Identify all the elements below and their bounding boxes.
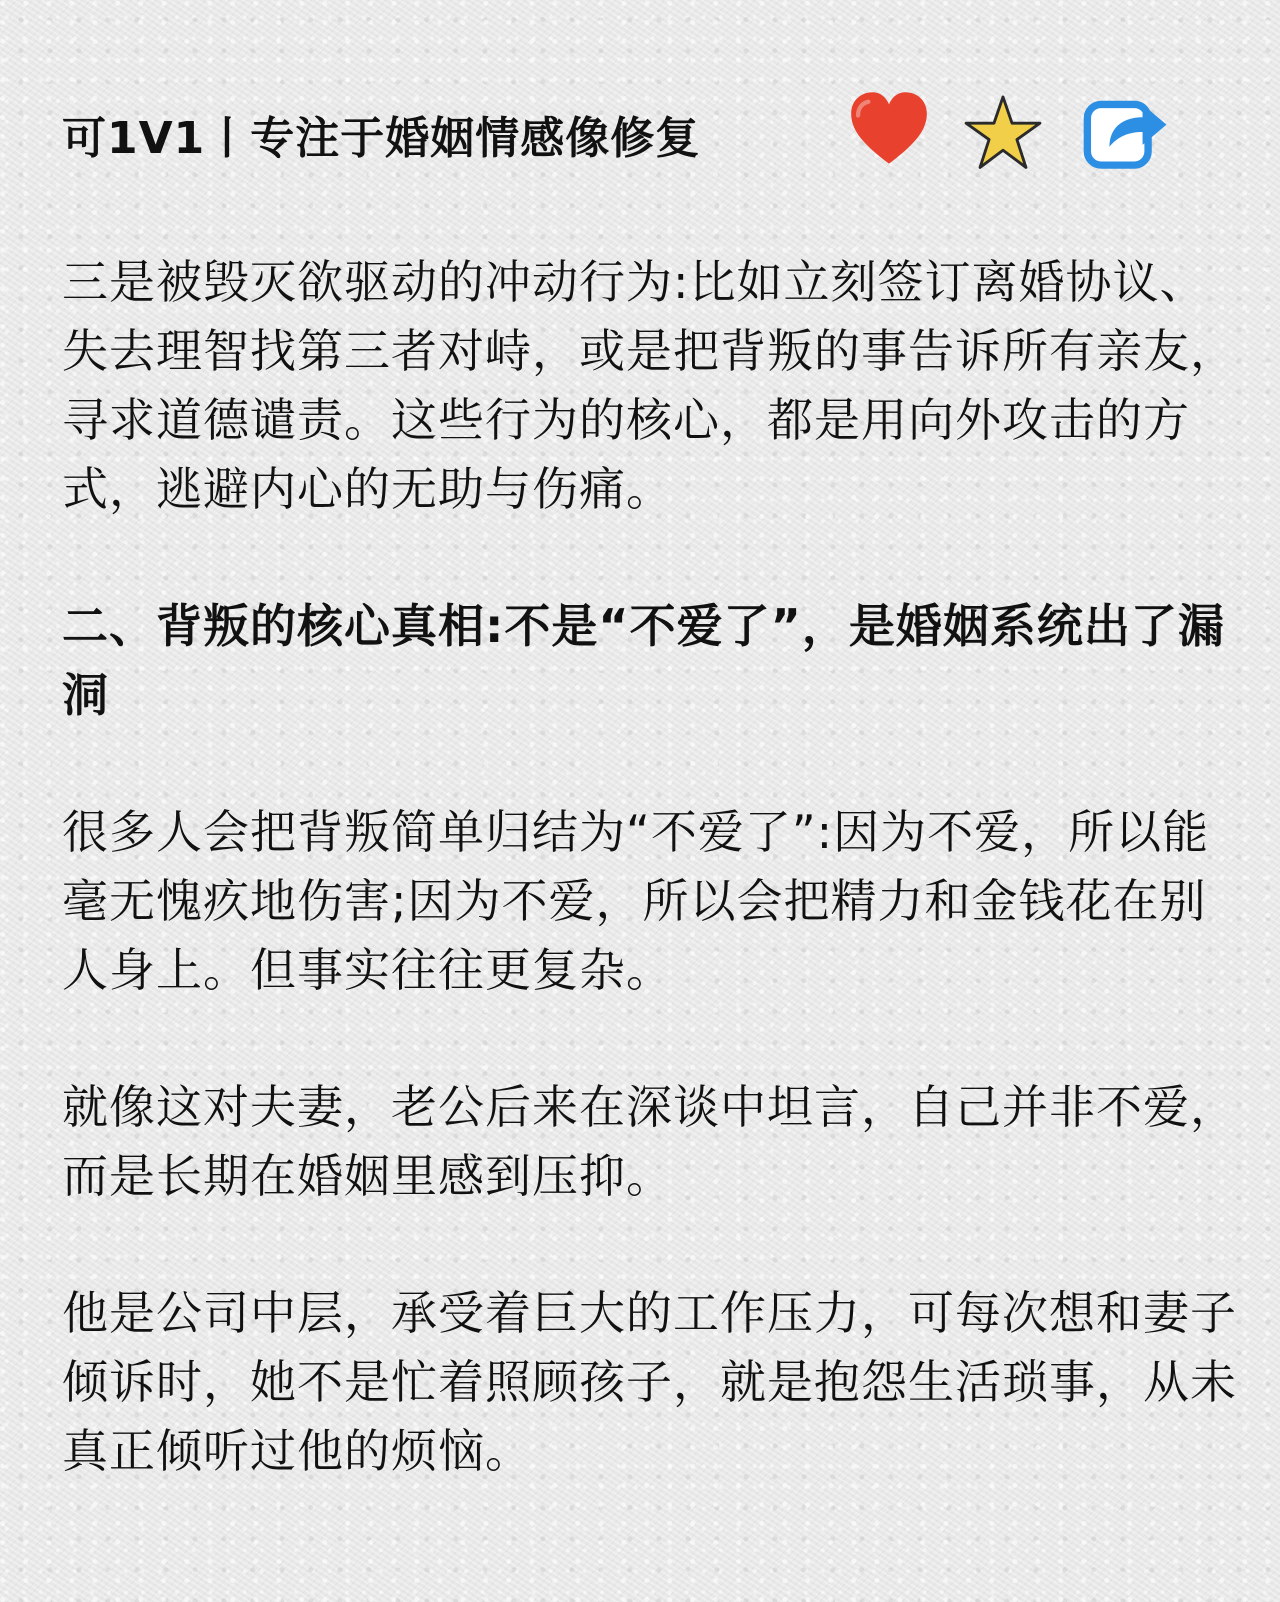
star-icon[interactable] (962, 92, 1044, 174)
paragraph-work-pressure: 他是公司中层，承受着巨大的工作压力，可每次想和妻子倾诉时，她不是忙着照顾孩子，就是抱怨生活琐事，从未真正倾听过他的烦恼。 (62, 1286, 1237, 1478)
share-icon[interactable] (1080, 86, 1172, 178)
section-heading: 二、背叛的核心真相:不是“不爱了”，是婚姻系统出了漏洞 (62, 599, 1225, 722)
page-title: 可1V1丨专注于婚姻情感像修复 (62, 113, 701, 164)
article-body (62, 248, 1242, 1554)
paragraph-not-love: 很多人会把背叛简单归结为“不爱了”:因为不爱，所以能毫无愧疚地伤害;因为不爱，所以会把精力和金钱花在别人身上。但事实往往更复杂。 (62, 805, 1210, 997)
heart-icon[interactable] (846, 88, 932, 174)
header (0, 78, 1280, 188)
paragraph-impulsive-behavior: 三是被毁灭欲驱动的冲动行为:比如立刻签订离婚协议、失去理智找第三者对峙，或是把背叛的事告诉所有亲友，寻求道德谴责。这些行为的核心，都是用向外攻击的方式，逃避内心的无助与伤痛。 (62, 255, 1237, 516)
paragraph-couple-example: 就像这对夫妻，老公后来在深谈中坦言，自己并非不爱，而是长期在婚姻里感到压抑。 (62, 1080, 1237, 1203)
